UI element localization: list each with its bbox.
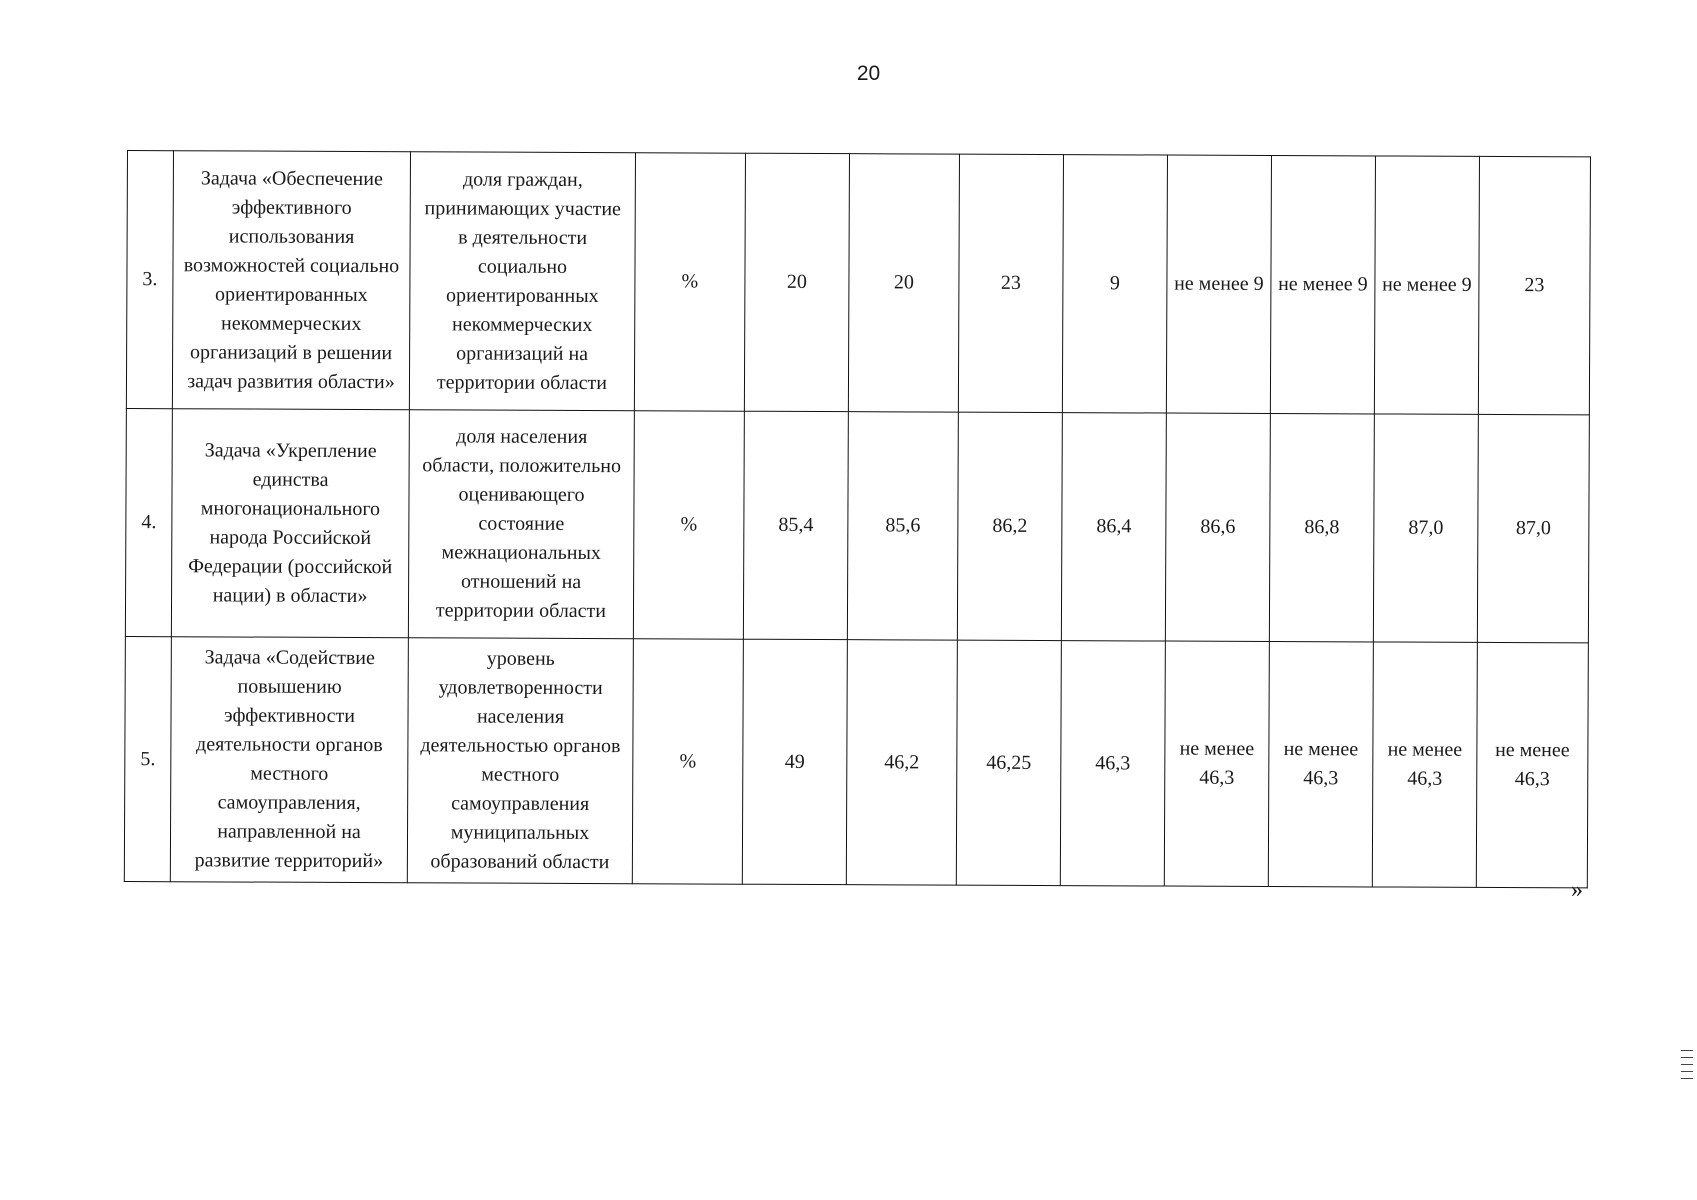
value-cell: 87,0 [1373, 414, 1478, 642]
table-row [126, 151, 1590, 415]
value-cell: не менее 46,3 [1372, 642, 1477, 887]
indicator-table-container [124, 150, 1590, 888]
task-cell: Задача «Обеспечение эффективного использования возможностей социально ориентированных некоммерческих организаций в решении задач развития области» [172, 151, 410, 410]
row-number: 4. [125, 408, 172, 636]
unit-cell: % [634, 153, 745, 411]
value-cell: 85,4 [743, 411, 848, 639]
indicator-cell: доля граждан, принимающих участие в деятельности социально ориентированных некоммерческих организаций на территории области [409, 152, 635, 411]
row-number: 3. [126, 151, 173, 409]
value-cell: 20 [848, 154, 959, 412]
edge-mark [1681, 1064, 1693, 1065]
table-row [125, 408, 1589, 642]
value-cell: 46,25 [956, 640, 1061, 885]
value-cell: 46,2 [846, 640, 957, 885]
edge-mark [1681, 1057, 1693, 1058]
value-cell: 46,3 [1060, 641, 1165, 886]
unit-cell: % [633, 411, 744, 639]
closing-quote-mark: » [1571, 877, 1583, 903]
scan-edge-marks [1681, 1050, 1693, 1085]
value-cell: 9 [1062, 155, 1167, 413]
value-cell: не менее 9 [1270, 155, 1375, 413]
unit-cell: % [632, 639, 743, 884]
value-cell: 23 [958, 154, 1063, 412]
page-number: 20 [856, 62, 881, 85]
value-cell: 85,6 [847, 412, 958, 640]
value-cell: 49 [742, 639, 847, 884]
value-cell: не менее 9 [1374, 156, 1479, 414]
edge-mark [1681, 1078, 1693, 1079]
edge-mark [1681, 1050, 1693, 1051]
value-cell: 86,4 [1061, 413, 1166, 641]
value-cell: не менее 9 [1166, 155, 1271, 413]
value-cell: 86,6 [1165, 413, 1270, 641]
row-number: 5. [124, 636, 171, 881]
task-cell: Задача «Укрепление единства многонационального народа Российской Федерации (российской нации) в области» [171, 409, 409, 638]
value-cell: 87,0 [1477, 414, 1589, 642]
indicator-table [124, 150, 1591, 888]
table-row [124, 636, 1588, 887]
indicator-cell: доля населения области, положительно оценивающего состояние межнациональных отношений на территории области [408, 410, 634, 639]
value-cell: 23 [1478, 156, 1590, 414]
value-cell: не менее 46,3 [1268, 641, 1373, 886]
value-cell: 20 [744, 153, 849, 411]
value-cell: не менее 46,3 [1476, 642, 1588, 887]
value-cell: 86,2 [957, 412, 1062, 640]
value-cell: 86,8 [1269, 413, 1374, 641]
edge-mark [1681, 1071, 1693, 1072]
task-cell: Задача «Содействие повышению эффективности деятельности органов местного самоуправления, направленной на развитие территорий» [170, 637, 408, 883]
value-cell: не менее 46,3 [1164, 641, 1269, 886]
indicator-cell: уровень удовлетворенности населения деятельностью органов местного самоуправления муниципальных образований области [407, 638, 633, 884]
